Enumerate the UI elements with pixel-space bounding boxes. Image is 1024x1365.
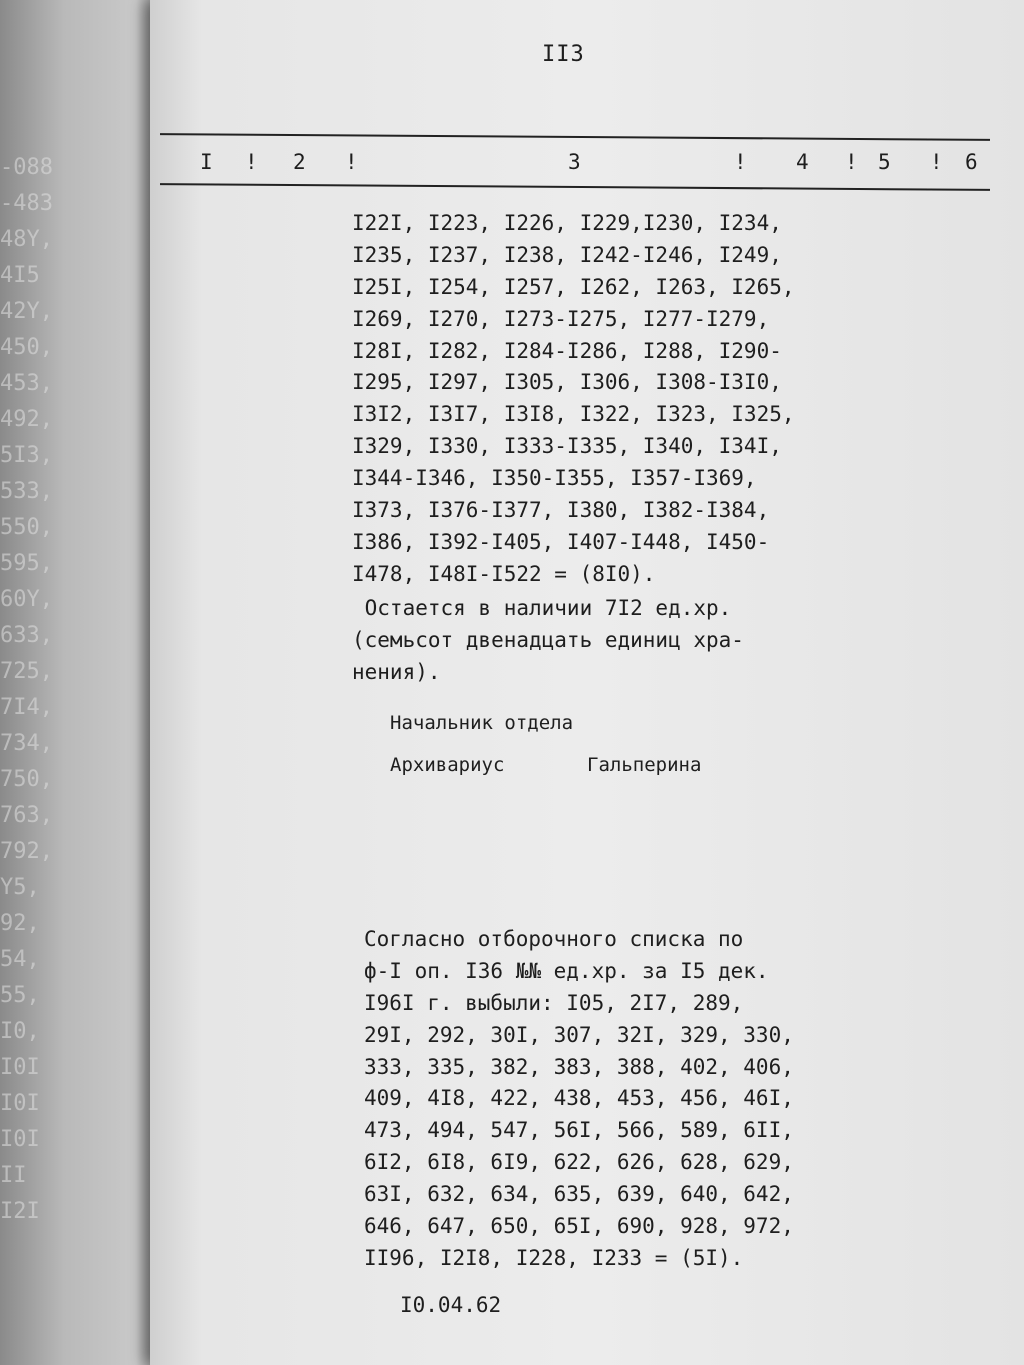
col-separator: ! [245,150,258,174]
facing-page-fragment: I2I [0,1199,40,1224]
facing-page-fragment: 92, [0,911,40,936]
facing-page-fragment: 42Y, [0,299,53,324]
list-line: I478, I48I-I522 = (8I0). [352,561,656,586]
archivist-title: Архивариус [390,754,505,776]
list-line: I28I, I282, I284-I286, I288, I290- [352,338,782,363]
remainder-line: (семьсот двенадцать единиц хра- [352,627,744,652]
list-line: I22I, I223, I226, I229,I230, I234, [352,211,782,235]
col-header-5: 5 [878,150,891,174]
col-separator: ! [930,150,943,174]
col-header-6: 6 [965,150,978,174]
facing-page-fragment: I0I [0,1127,40,1152]
list-line: I295, I297, I305, I306, I308-I3I0, [352,370,782,395]
facing-page-fragment: 54, [0,947,40,972]
facing-page-fragment: 453, [0,371,53,396]
facing-page-fragment: 725, [0,659,53,684]
col-header-4: 4 [796,150,809,174]
list-line: Согласно отборочного списка по [364,927,744,951]
facing-page-fragment: 734, [0,731,53,756]
table-header-bottom-rule [160,183,990,191]
facing-page-fragment: 550, [0,515,53,540]
facing-page-fragment: I0, [0,1019,40,1044]
facing-page-fragment: 750, [0,767,53,792]
removed-items-list [352,208,795,591]
second-removed-list [364,924,794,1275]
col-separator: ! [345,150,358,174]
facing-page-fragment: 48Y, [0,227,53,252]
document-date: I0.04.62 [400,1293,502,1317]
facing-page-fragment: 450, [0,335,53,360]
remainder-note [352,593,744,689]
list-line: ф-I оп. I36 №№ ед.хр. за I5 дек. [364,958,769,983]
facing-page-fragment: 763, [0,803,53,828]
list-line: 63I, 632, 634, 635, 639, 640, 642, [364,1182,794,1207]
list-line: 333, 335, 382, 383, 388, 402, 406, [364,1054,794,1079]
list-line: I329, I330, I333-I335, I340, I34I, [352,434,782,459]
facing-page-fragment: 492, [0,407,53,432]
list-line: I25I, I254, I257, I262, I263, I265, [352,274,795,299]
facing-page-fragment: 792, [0,839,53,864]
col-header-2: 2 [293,150,306,174]
facing-page-fragment: 633, [0,623,53,648]
facing-page-fragment: I0I [0,1091,40,1116]
list-line: 6I2, 6I8, 6I9, 622, 626, 628, 629, [364,1150,794,1175]
list-line: 409, 4I8, 422, 438, 453, 456, 46I, [364,1086,794,1111]
facing-page-fragment: -483 [0,191,53,216]
facing-page-fragment: 60Y, [0,587,53,612]
list-line: II96, I2I8, I228, I233 = (5I). [364,1245,744,1270]
head-of-department-signature: Начальник отдела [390,712,574,734]
facing-page-fragment: 4I5 [0,263,40,288]
document-page [150,0,1024,1365]
remainder-line: Остается в наличии 7I2 ед.хр. [352,596,732,620]
archivist-name: Гальперина [587,754,702,776]
list-line: I373, I376-I377, I380, I382-I384, [352,498,770,523]
facing-page-bleed-text [0,150,70,1230]
list-line: I235, I237, I238, I242-I246, I249, [352,242,782,267]
facing-page-fragment: -088 [0,155,53,180]
col-separator: ! [845,150,858,174]
list-line: I344-I346, I350-I355, I357-I369, [352,466,757,491]
facing-page-fragment: 5I3, [0,443,53,468]
facing-page-fragment: Y5, [0,875,40,900]
list-line: I96I г. выбыли: I05, 2I7, 289, [364,990,744,1015]
list-line: I269, I270, I273-I275, I277-I279, [352,306,770,331]
facing-page-fragment: 7I4, [0,695,53,720]
facing-page-fragment: 595, [0,551,53,576]
page-number: II3 [542,42,585,67]
list-line: I3I2, I3I7, I3I8, I322, I323, I325, [352,402,795,427]
list-line: 29I, 292, 30I, 307, 32I, 329, 330, [364,1022,794,1047]
facing-page-fragment: I0I [0,1055,40,1080]
col-header-3: 3 [568,150,581,174]
facing-page-fragment: 533, [0,479,53,504]
list-line: 646, 647, 650, 65I, 690, 928, 972, [364,1214,794,1239]
col-header-1: I [200,150,213,174]
facing-page [0,0,160,1365]
col-separator: ! [734,150,747,174]
facing-page-fragment: 55, [0,983,40,1008]
table-header-top-rule [160,133,990,141]
list-line: I386, I392-I405, I407-I448, I450- [352,529,770,554]
list-line: 473, 494, 547, 56I, 566, 589, 6II, [364,1118,794,1143]
remainder-line: нения). [352,659,441,684]
facing-page-fragment: II [0,1163,27,1188]
